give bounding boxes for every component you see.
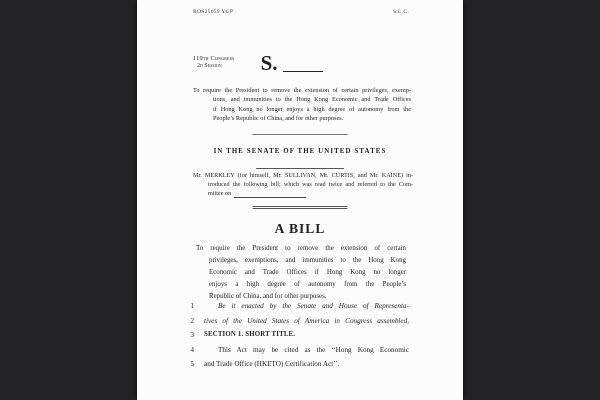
- preamble-line: People’s Republic of China, and for other purposes.: [213, 115, 344, 123]
- line-text: Be it enacted by the Senate and House of Representa-: [218, 302, 409, 310]
- bill-number: [261, 52, 323, 74]
- bill-prefix: S.: [260, 51, 278, 75]
- committee-text: mittee on: [208, 190, 232, 198]
- bill-preamble-line: To require the President to remove the extension of certain: [196, 245, 406, 252]
- double-rule: [253, 206, 348, 209]
- bill-preamble-line: Republic of China, and for other purposes.: [209, 293, 327, 300]
- preamble-paragraph: [193, 86, 411, 124]
- congress-label: 119th Congress: [193, 55, 235, 62]
- congress-header: [193, 52, 409, 74]
- line-text: SECTION 1. SHORT TITLE.: [204, 331, 296, 338]
- bill-preamble-line: enjoys a high degree of autonomy from the People’s: [209, 281, 406, 288]
- preamble-line: if Hong Kong no longer enjoys a high degree of autonomy from the: [213, 105, 411, 113]
- bill-page: [137, 0, 463, 400]
- doc-code: ROS25059 YGP: [193, 9, 234, 15]
- session-label: 2d Session: [197, 62, 222, 69]
- line-number: 4: [190, 345, 194, 354]
- bill-line: [186, 346, 409, 361]
- line-text: tives of the United States of America in Congress assembled,: [204, 316, 409, 325]
- bill-body: [186, 302, 409, 375]
- congress-session-block: [193, 52, 235, 70]
- line-text: and Trade Office (HKETO) Certification Act’’.: [204, 360, 340, 368]
- date-blank-line: [256, 168, 344, 169]
- sponsor-line: troduced the following bill; which was read twice and referred to the Com-: [208, 181, 413, 189]
- horizontal-rule: [253, 134, 348, 135]
- sponsor-line: Mr. MERKLEY (for himself, Mr. SULLIVAN, Mr. CURTIS, and Mr. KAINE) in-: [193, 172, 413, 179]
- bill-line: [186, 317, 409, 332]
- bill-number-blank: [283, 71, 323, 72]
- sponsor-line: [193, 189, 413, 198]
- line-number: 3: [190, 331, 194, 339]
- line-text: This Act may be cited as the ‘‘Hong Kong Economic: [218, 345, 409, 354]
- line-number: 5: [190, 360, 194, 368]
- a-bill-title: A BILL: [274, 221, 326, 236]
- bill-preamble-line: Economic and Trade Offices if Hong Kong no longer: [209, 269, 406, 276]
- bill-preamble-line: privileges, exemptions, and immunities to the Hong Kong: [209, 257, 406, 264]
- senate-heading: IN THE SENATE OF THE UNITED STATES: [213, 148, 387, 155]
- preamble-line: tions, and immunities to the Hong Kong Economic and Trade Offices: [213, 96, 411, 104]
- document-header: [193, 9, 409, 15]
- line-number: 1: [190, 302, 194, 310]
- sponsor-paragraph: [193, 171, 413, 199]
- doc-slc-label: S.L.C.: [392, 9, 409, 15]
- committee-blank-line: [234, 197, 306, 198]
- bill-line: [186, 360, 409, 375]
- line-number: 2: [190, 316, 194, 325]
- preamble-line: To require the President to remove the extension of certain privileges, exemp-: [193, 87, 411, 94]
- bill-preamble-paragraph: [196, 243, 406, 303]
- bill-line: [186, 302, 409, 317]
- bill-line: [186, 331, 409, 346]
